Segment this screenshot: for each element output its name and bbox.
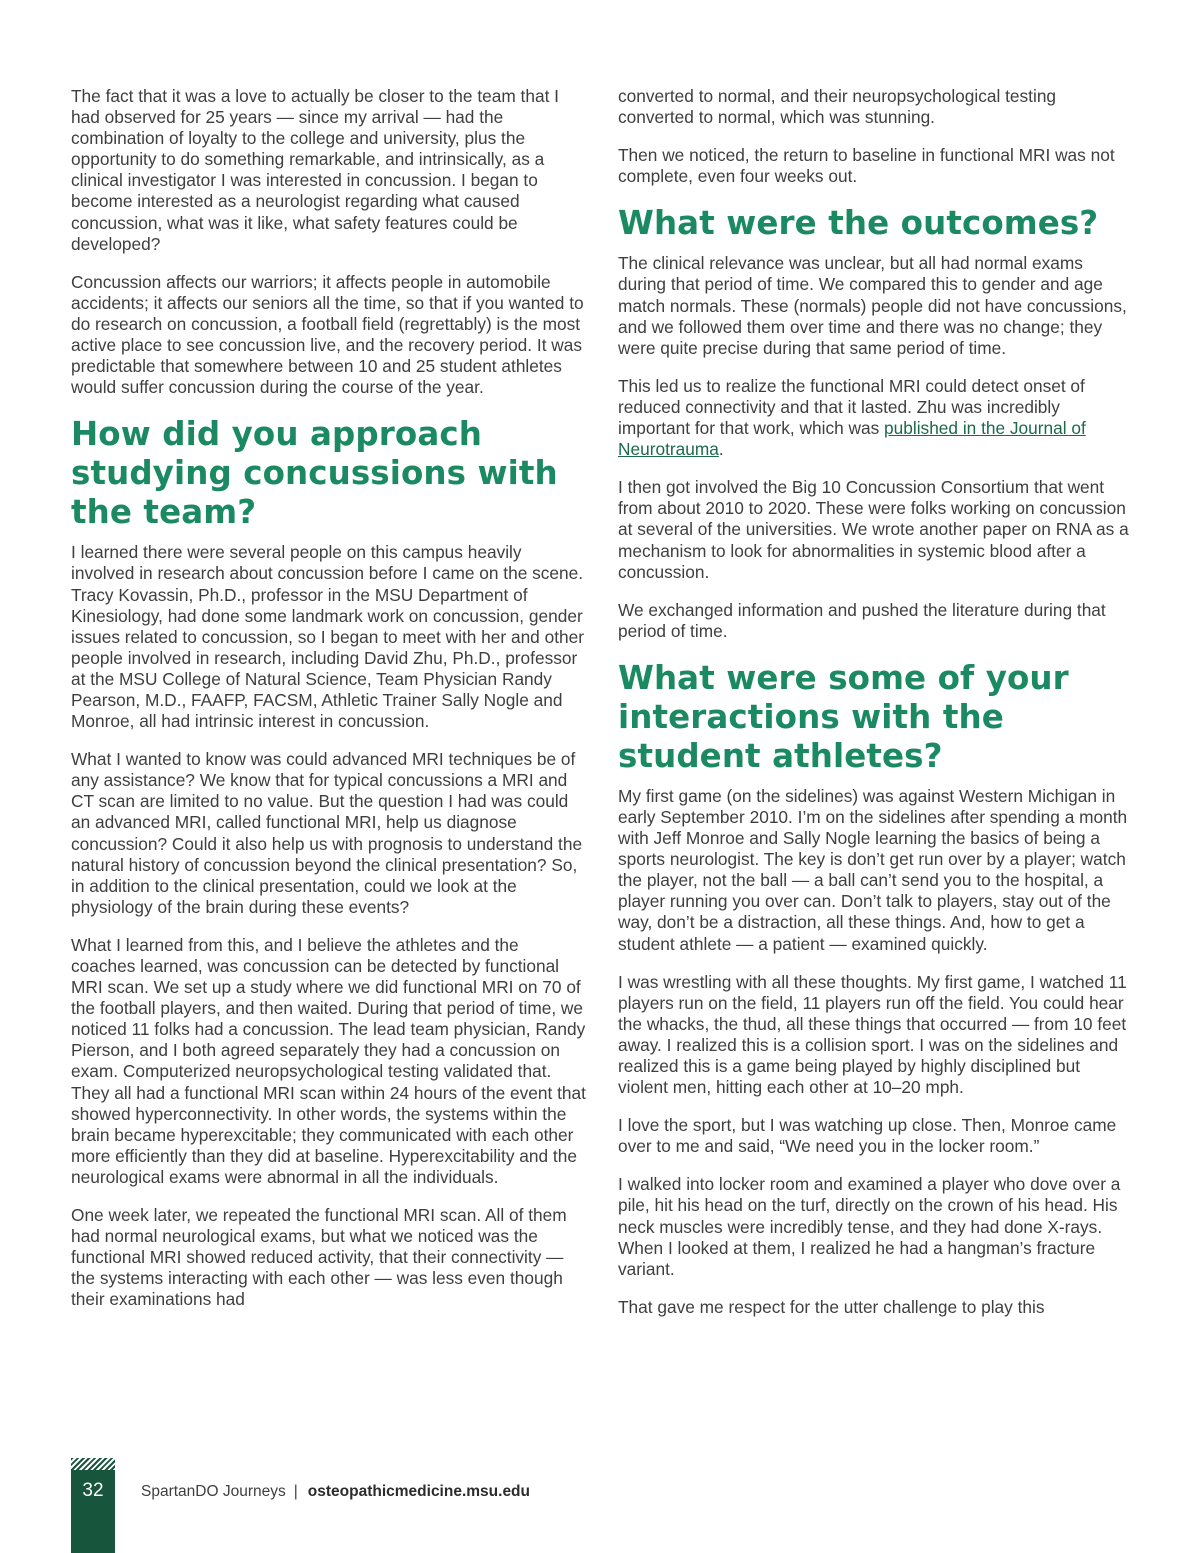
section-heading: How did you approach studying concussions with the team? xyxy=(71,415,558,532)
paragraph-text: . xyxy=(718,439,724,460)
body-paragraph: My first game (on the sidelines) was against Western Michigan in early September 2010. I’m on the sidelines after spending a month with Jeff Monroe and Sally Nogle learning the basics of being a sports neurologist. The key is don’t get run over by a player; watch the player, not the ball — a ball can’t send you to the hospital, a player running you over can. Don’t talk to players, stay out of the way, don’t be a distraction, all these things. And, how to get a student athlete — a patient — examined quickly. xyxy=(618,785,1128,954)
body-paragraph: I love the sport, but I was watching up close. Then, Monroe came over to me and said, “We need you in the locker room.” xyxy=(618,1115,1117,1157)
body-paragraph-with-link xyxy=(618,376,1133,460)
body-paragraph: I was wrestling with all these thoughts. My first game, I watched 11 players run on the field, 11 players run off the field. You could hear the whacks, the thud, all these things that occurred — from 10 feet away. I realized this is a collision sport. I was on the sidelines and realized this is a game being played by highly disciplined but violent men, hitting each other at 10–20 mph. xyxy=(618,971,1127,1098)
footer-separator: | xyxy=(293,1483,298,1500)
footer-credit xyxy=(141,1483,530,1501)
body-paragraph: We exchanged information and pushed the literature during that period of time. xyxy=(618,599,1106,641)
body-paragraph: That gave me respect for the utter challenge to play this xyxy=(618,1296,1045,1317)
left-column xyxy=(71,86,586,1328)
section-heading: What were the outcomes? xyxy=(618,204,1099,243)
website-link[interactable]: osteopathicmedicine.msu.edu xyxy=(307,1483,530,1500)
body-paragraph: What I learned from this, and I believe the athletes and the coaches learned, was concussion can be detected by functional MRI scan. We set up a study where we did functional MRI on 70 of the football players, and then waited. During that period of time, we noticed 11 folks had a concussion. The lead team physician, Randy Pierson, and I both agreed separately they had a concussion on exam. Computerized neuropsychological testing validated that. They all had a functional MRI scan within 24 hours of the event that showed hyperconnectivity. In other words, the systems within the brain became hyperexcitable; they communicated with each other more efficiently than they did at baseline. Hyperexcitability and the neurological exams were abnormal in all the individuals. xyxy=(71,934,586,1187)
body-paragraph: Then we noticed, the return to baseline in functional MRI was not complete, even four weeks out. xyxy=(618,145,1115,187)
body-paragraph: converted to normal, and their neuropsychological testing converted to normal, which was stunning. xyxy=(618,86,1057,128)
section-heading: What were some of your interactions with the student athletes? xyxy=(618,658,1069,775)
right-column xyxy=(618,86,1133,1335)
body-paragraph: Concussion affects our warriors; it affects people in automobile accidents; it affects our seniors all the time, so that if you wanted to do research on concussion, a football field (regrettably) is the most active place to see concussion live, and the recovery period. It was predictable that somewhere between 10 and 25 student athletes would suffer concussion during the course of the year. xyxy=(71,271,584,398)
journal-link[interactable]: published in the Journal of Neurotrauma xyxy=(618,418,1086,460)
publication-name: SpartanDO Journeys xyxy=(141,1483,286,1500)
footer-hatch-decoration xyxy=(71,1458,115,1470)
body-paragraph: The clinical relevance was unclear, but all had normal exams during that period of time. We compared this to gender and age match normals. These (normals) people did not have concussions, and we followed them over time and there was no change; they were quite precise during that same period of time. xyxy=(618,253,1127,358)
page-number: 32 xyxy=(82,1480,104,1501)
body-paragraph: I then got involved the Big 10 Concussion Consortium that went from about 2010 to 2020. These were folks working on concussion at several of the universities. We wrote another paper on RNA as a mechanism to look for abnormalities in systemic blood after a concussion. xyxy=(618,477,1129,582)
paragraph-text: This led us to realize the functional MRI could detect onset of reduced connectivity and that it lasted. Zhu was incredibly important for that work, which was xyxy=(618,375,1085,439)
body-paragraph: I walked into locker room and examined a player who dove over a pile, hit his head on the turf, directly on the crown of his head. His neck muscles were incredibly tense, and they had done X-rays. When I looked at them, I realized he had a hangman’s fracture variant. xyxy=(618,1174,1121,1279)
body-paragraph: One week later, we repeated the functional MRI scan. All of them had normal neurological exams, but what we noticed was the functional MRI showed reduced activity, that their connectivity — the systems interacting with each other — was less even though their examinations had xyxy=(71,1205,567,1310)
body-paragraph: What I wanted to know was could advanced MRI techniques be of any assistance? We know that for typical concussions a MRI and CT scan are limited to no value. But the question I had was could an advanced MRI, called functional MRI, help us diagnose concussion? Could it also help us with prognosis to understand the natural history of concussion beyond the clinical presentation? So, in addition to the clinical presentation, could we look at the physiology of the brain during these events? xyxy=(71,749,583,917)
body-paragraph: I learned there were several people on this campus heavily involved in research about concussion before I came on the scene. Tracy Kovassin, Ph.D., professor in the MSU Department of Kinesiology, had done some landmark work on concussion, gender issues related to concussion, so I began to meet with her and other people involved in research, including David Zhu, Ph.D., professor at the MSU College of Natural Science, Team Physician Randy Pearson, M.D., FAAFP, FACSM, Athletic Trainer Sally Nogle and Monroe, all had intrinsic interest in concussion. xyxy=(71,542,584,732)
body-paragraph: The fact that it was a love to actually be closer to the team that I had observed for 25 years — since my arrival — had the combination of loyalty to the college and university, plus the opportunity to do something remarkable, and intrinsically, as a clinical investigator I was interested in concussion. I began to become interested as a neurologist regarding what caused concussion, what was it like, what safety features could be developed? xyxy=(71,86,559,254)
